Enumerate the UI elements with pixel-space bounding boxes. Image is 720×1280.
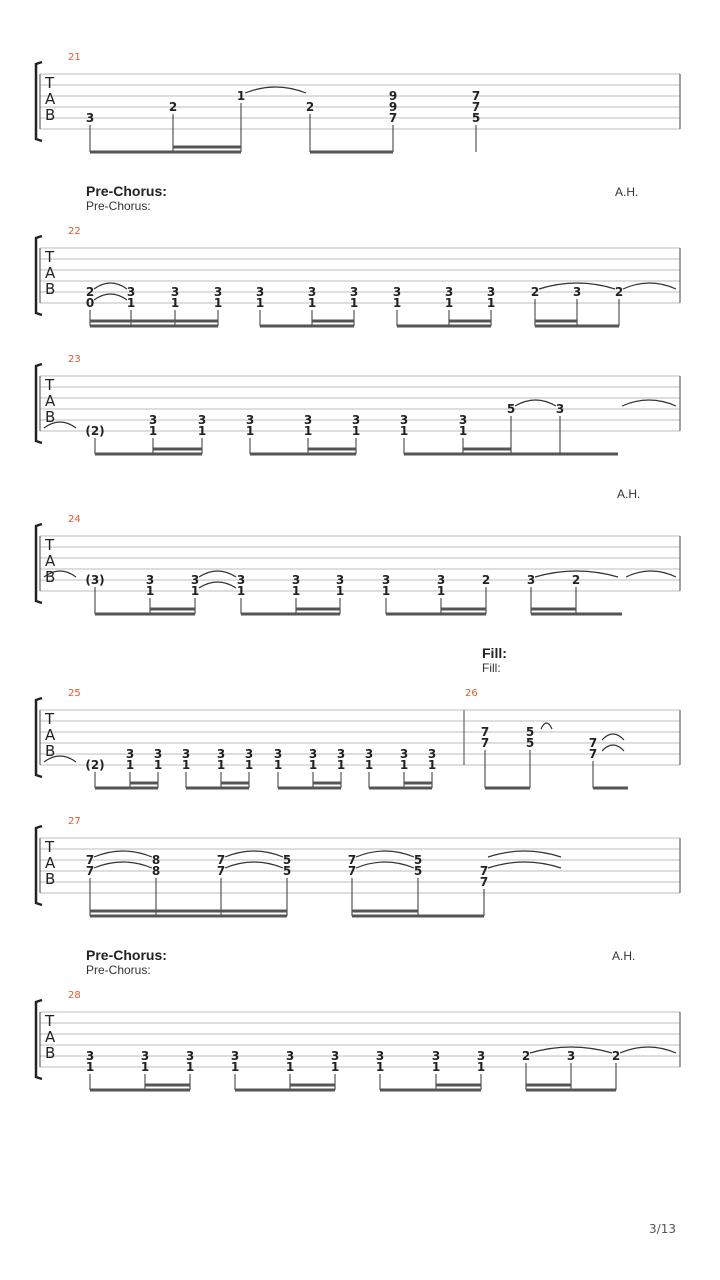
fret-number: 3 [476,1049,486,1063]
fret-number: 3 [308,747,318,761]
fret-number: 3 [197,413,207,427]
fret-number: 1 [399,758,409,772]
fret-number: 7 [471,89,481,103]
fret-number: 1 [291,584,301,598]
fret-number: 3 [431,1049,441,1063]
tab-clef-letter: A [45,552,56,570]
fret-number: (2) [85,424,105,438]
page-number: 3/13 [649,1222,676,1236]
fret-number: 1 [145,584,155,598]
fret-number: 3 [285,1049,295,1063]
fret-number: 3 [351,413,361,427]
fret-number: 7 [216,853,226,867]
fret-number: 7 [588,747,598,761]
fret-number: 7 [216,864,226,878]
ah-label: A.H. [612,949,636,963]
fret-number: 1 [335,584,345,598]
measure-number: 22 [68,226,81,237]
fret-number: 1 [245,424,255,438]
tie [356,851,414,857]
fret-number: 3 [307,285,317,299]
fret-number: 1 [458,424,468,438]
fret-number: 1 [349,296,359,310]
section-label-pre-chorus: Pre-Chorus: [86,183,167,199]
fret-number: 1 [431,1060,441,1074]
ah-label: A.H. [617,487,641,501]
fret-number: 1 [486,296,496,310]
fret-number: 1 [399,424,409,438]
fret-number: 1 [213,296,223,310]
measure-number: 26 [465,688,478,699]
tab-clef-letter: B [45,870,56,888]
fret-number: 1 [273,758,283,772]
tab-clef-letter: B [45,1044,56,1062]
fret-number: 3 [213,285,223,299]
fret-number: 5 [413,853,423,867]
fret-number: 5 [282,853,292,867]
fret-number: 1 [190,584,200,598]
fret-number: 1 [307,296,317,310]
fret-number: 8 [151,853,161,867]
fret-number: 5 [413,864,423,878]
fret-number: 1 [185,1060,195,1074]
fret-number: 3 [236,573,246,587]
fret-number: 2 [85,285,95,299]
tie [620,1047,676,1053]
tie [199,571,236,577]
fret-number: 2 [521,1049,531,1063]
fret-number: 1 [153,758,163,772]
fret-number: 5 [506,402,516,416]
fret-number: 3 [381,573,391,587]
fret-number: 2 [305,100,315,114]
fret-number: 3 [153,747,163,761]
tab-clef-letter: A [45,854,56,872]
tie [94,283,127,289]
fret-number: 3 [185,1049,195,1063]
fret-number: 7 [480,725,490,739]
fret-number: 3 [555,402,565,416]
fret-number: 3 [486,285,496,299]
fret-number: 3 [526,573,536,587]
fret-number: 3 [335,573,345,587]
fret-number: 1 [170,296,180,310]
tab-clef-letter: B [45,568,56,586]
fret-number: 5 [525,725,535,739]
fret-number: 7 [588,736,598,750]
tie [623,283,676,289]
fret-number: 1 [351,424,361,438]
measure-number: 23 [68,354,81,365]
tie [515,400,556,406]
fret-number: 3 [364,747,374,761]
fret-number: 5 [471,111,481,125]
tab-clef-letter: T [45,376,55,394]
fret-number: 1 [85,1060,95,1074]
fret-number: 7 [347,864,357,878]
fret-number: 2 [481,573,491,587]
fret-number: 3 [349,285,359,299]
section-label-pre-chorus: Pre-Chorus: [86,947,167,963]
tab-clef-letter: T [45,74,55,92]
fret-number: 1 [244,758,254,772]
fret-number: 3 [145,573,155,587]
tie [225,862,283,868]
fret-number: 3 [190,573,200,587]
fret-number: 5 [282,864,292,878]
fret-number: 3 [336,747,346,761]
tie [488,851,561,857]
fret-number: 1 [125,758,135,772]
tab-clef-letter: B [45,106,56,124]
fret-number: 7 [479,875,489,889]
fret-number: 3 [170,285,180,299]
fret-number: 3 [148,413,158,427]
tie [541,723,552,729]
fret-number: 9 [388,100,398,114]
fret-number: 1 [197,424,207,438]
fret-number: 3 [458,413,468,427]
tab-clef-letter: T [45,248,55,266]
tie [626,571,676,577]
fret-number: 3 [330,1049,340,1063]
fret-number: 1 [181,758,191,772]
tie [94,851,152,857]
section-sublabel-pre-chorus: Pre-Chorus: [86,963,151,977]
fret-number: 7 [479,864,489,878]
fret-number: 7 [85,864,95,878]
tie [602,734,624,740]
fret-number: (3) [85,573,105,587]
fret-number: 3 [126,285,136,299]
tie [199,582,236,588]
fret-number: 1 [444,296,454,310]
fret-number: 3 [230,1049,240,1063]
fret-number: 3 [125,747,135,761]
fret-number: 1 [140,1060,150,1074]
fret-number: 1 [148,424,158,438]
ah-label: A.H. [615,185,639,199]
fret-number: 1 [126,296,136,310]
fret-number: 7 [480,736,490,750]
fret-number: 7 [85,853,95,867]
tie [602,745,624,751]
fret-number: 3 [427,747,437,761]
fret-number: 3 [216,747,226,761]
fret-number: 3 [255,285,265,299]
fret-number: 3 [399,413,409,427]
fret-number: 1 [303,424,313,438]
fret-number: 1 [285,1060,295,1074]
fret-number: 7 [347,853,357,867]
tab-clef-letter: B [45,280,56,298]
fret-number: 9 [388,89,398,103]
section-sublabel-fill: Fill: [482,661,501,675]
fret-number: 5 [525,736,535,750]
measure-number: 27 [68,816,81,827]
fret-number: 3 [273,747,283,761]
fret-number: 3 [291,573,301,587]
tab-clef-letter: A [45,726,56,744]
fret-number: 3 [181,747,191,761]
tie [622,400,676,406]
fret-number: 2 [571,573,581,587]
fret-number: 2 [168,100,178,114]
tie [356,862,414,868]
fret-number: 2 [530,285,540,299]
fret-number: 3 [566,1049,576,1063]
fret-number: 7 [388,111,398,125]
fret-number: 8 [151,864,161,878]
fret-number: 1 [381,584,391,598]
fret-number: 1 [476,1060,486,1074]
tab-clef-letter: A [45,392,56,410]
tie [245,87,306,93]
section-label-fill: Fill: [482,645,507,661]
fret-number: 3 [436,573,446,587]
fret-number: 0 [85,296,95,310]
fret-number: 1 [236,584,246,598]
tie [225,851,283,857]
measure-number: 28 [68,990,81,1001]
measure-number: 24 [68,514,81,525]
tab-clef-letter: T [45,710,55,728]
fret-number: 1 [436,584,446,598]
tie [94,862,152,868]
fret-number: 3 [392,285,402,299]
fret-number: 1 [392,296,402,310]
measure-number: 25 [68,688,81,699]
measure-number: 21 [68,52,81,63]
tab-clef-letter: T [45,1012,55,1030]
fret-number: 1 [330,1060,340,1074]
tab-clef-letter: B [45,742,56,760]
fret-number: (2) [85,758,105,772]
fret-number: 1 [308,758,318,772]
fret-number: 1 [255,296,265,310]
fret-number: 7 [471,100,481,114]
fret-number: 3 [245,413,255,427]
tab-clef-letter: T [45,838,55,856]
tab-clef-letter: T [45,536,55,554]
tie [488,862,561,868]
fret-number: 3 [375,1049,385,1063]
fret-number: 3 [303,413,313,427]
tie [94,294,127,300]
fret-number: 2 [611,1049,621,1063]
fret-number: 1 [364,758,374,772]
fret-number: 1 [236,89,246,103]
tab-clef-letter: A [45,264,56,282]
fret-number: 3 [572,285,582,299]
section-sublabel-pre-chorus: Pre-Chorus: [86,199,151,213]
fret-number: 2 [614,285,624,299]
tab-clef-letter: B [45,408,56,426]
tab-clef-letter: A [45,1028,56,1046]
fret-number: 3 [85,1049,95,1063]
fret-number: 1 [336,758,346,772]
tab-clef-letter: A [45,90,56,108]
fret-number: 1 [230,1060,240,1074]
fret-number: 1 [216,758,226,772]
fret-number: 3 [399,747,409,761]
fret-number: 3 [85,111,95,125]
fret-number: 3 [140,1049,150,1063]
fret-number: 3 [444,285,454,299]
fret-number: 3 [244,747,254,761]
fret-number: 1 [375,1060,385,1074]
fret-number: 1 [427,758,437,772]
